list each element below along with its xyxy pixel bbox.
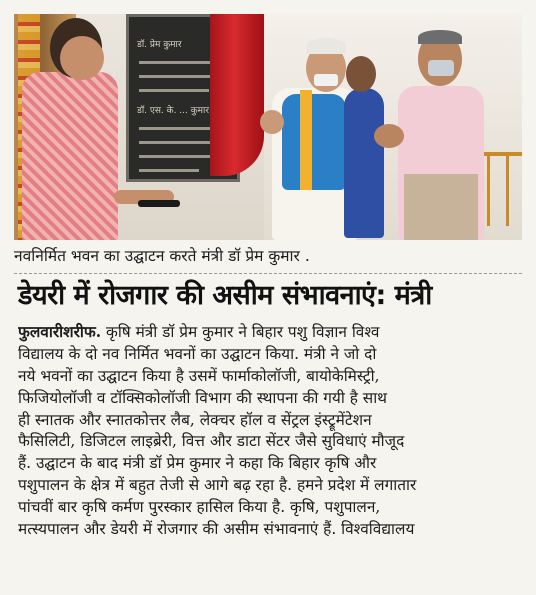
article-body <box>18 322 520 541</box>
dateline: फुलवारीशरीफ. <box>18 323 102 341</box>
body-line-1 <box>18 322 520 344</box>
body-line-3: नये भवनों का उद्घाटन किया है उसमें फार्माकोलॉजी, बायोकेमिस्ट्री, <box>18 366 380 385</box>
photo-caption: नवनिर्मित भवन का उद्घाटन करते मंत्री डॉ प्रेम कुमार . <box>14 247 310 265</box>
body-line-7: हैं. उद्घाटन के बाद मंत्री डॉ प्रेम कुमार ने कहा कि बिहार कृषि और <box>18 454 377 473</box>
article-headline: डेयरी में रोजगार की असीम संभावनाएं: मंत्री <box>18 280 432 311</box>
plaque-name: डॉ. प्रेम कुमार <box>137 40 182 50</box>
body-line-8: पशुपालन के क्षेत्र में बहुत तेजी से आगे बढ़ रहा है. हमने प्रदेश में लगातार <box>18 476 417 495</box>
plaque-second-name: डॉ. एस. के. ... कुमार <box>137 106 210 116</box>
news-photo <box>14 14 522 240</box>
body-line-10: मत्स्यपालन और डेयरी में रोजगार की असीम संभावनाएं हैं. विश्वविद्यालय <box>18 520 415 539</box>
body-line-2: विद्यालय के दो नव निर्मित भवनों का उद्घाटन किया. मंत्री ने जो दो <box>18 344 377 363</box>
body-line-6: फैसिलिटी, डिजिटल लाइब्रेरी, वित्त और डाटा सेंटर जैसे सुविधाएं मौजूद <box>18 432 405 451</box>
body-line-1-text: कृषि मंत्री डॉ प्रेम कुमार ने बिहार पशु विज्ञान विश्व <box>101 323 380 341</box>
body-line-5: ही स्नातक और स्नातकोत्तर लैब, लेक्चर हॉल व सेंट्रल इंस्ट्रूमेंटेशन <box>18 410 372 429</box>
red-curtain <box>210 14 264 176</box>
caption-divider <box>14 273 522 274</box>
body-line-9: पांचवीं बार कृषि कर्मण पुरस्कार हासिल किया है. कृषि, पशुपालन, <box>18 498 381 517</box>
body-line-4: फिजियोलॉजी व टॉक्सिकोलॉजी विभाग की स्थापना की गयी है साथ <box>18 388 388 407</box>
